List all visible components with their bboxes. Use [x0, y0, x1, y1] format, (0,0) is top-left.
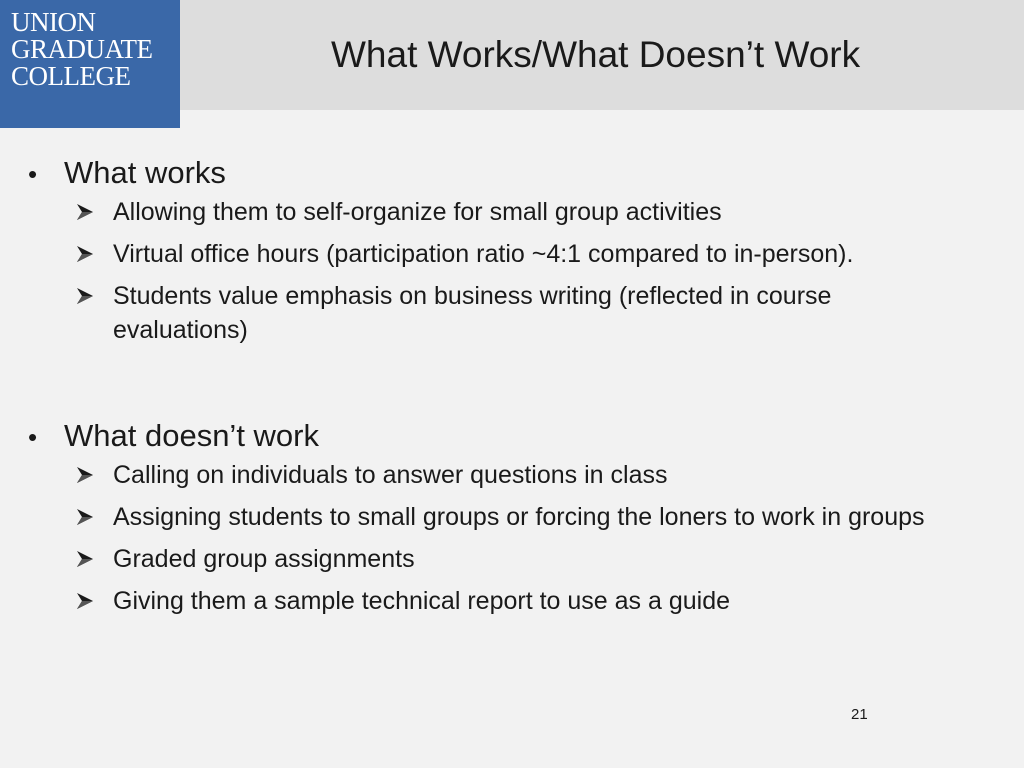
union-graduate-college-logo [0, 0, 180, 128]
section-what-works [0, 153, 1000, 355]
works-list [0, 195, 1000, 347]
logo-line-1: UNION [11, 7, 96, 37]
list-item [0, 500, 963, 534]
logo-line-2: GRADUATE [11, 34, 153, 64]
logo-line-3: COLLEGE [11, 61, 131, 91]
list-item [0, 279, 963, 347]
arrowhead-bullet-icon [76, 237, 98, 271]
bullet-dot-icon: • [28, 422, 38, 452]
doesnt-work-list [0, 458, 1000, 618]
section-what-doesnt-work [0, 416, 1000, 626]
section-heading-row [0, 153, 1000, 195]
list-item [0, 237, 963, 271]
section-heading-row [0, 416, 1000, 458]
arrowhead-bullet-icon [76, 500, 98, 534]
arrowhead-bullet-icon [76, 584, 98, 618]
list-item-text: Graded group assignments [113, 545, 415, 573]
list-item-text: Allowing them to self-organize for small group activities [113, 198, 722, 226]
arrowhead-bullet-icon [76, 195, 98, 229]
slide-title: What Works/What Doesn’t Work [331, 34, 861, 75]
section-heading: What works [64, 155, 226, 190]
list-item [0, 584, 963, 618]
list-item-text: Virtual office hours (participation ratio ~4:1 compared to in-person). [113, 240, 854, 268]
list-item [0, 458, 963, 492]
list-item-text: Students value emphasis on business writing (reflected in course evaluations) [113, 282, 832, 344]
arrowhead-bullet-icon [76, 279, 98, 313]
list-item-text: Assigning students to small groups or forcing the loners to work in groups [113, 503, 925, 531]
list-item-text: Giving them a sample technical report to use as a guide [113, 587, 731, 615]
list-item-text: Calling on individuals to answer questions in class [113, 461, 668, 489]
list-item [0, 542, 963, 576]
list-item [0, 195, 963, 229]
arrowhead-bullet-icon [76, 458, 98, 492]
bullet-dot-icon: • [28, 159, 38, 189]
section-heading: What doesn’t work [64, 418, 319, 453]
page-number: 21 [851, 706, 868, 723]
arrowhead-bullet-icon [76, 542, 98, 576]
